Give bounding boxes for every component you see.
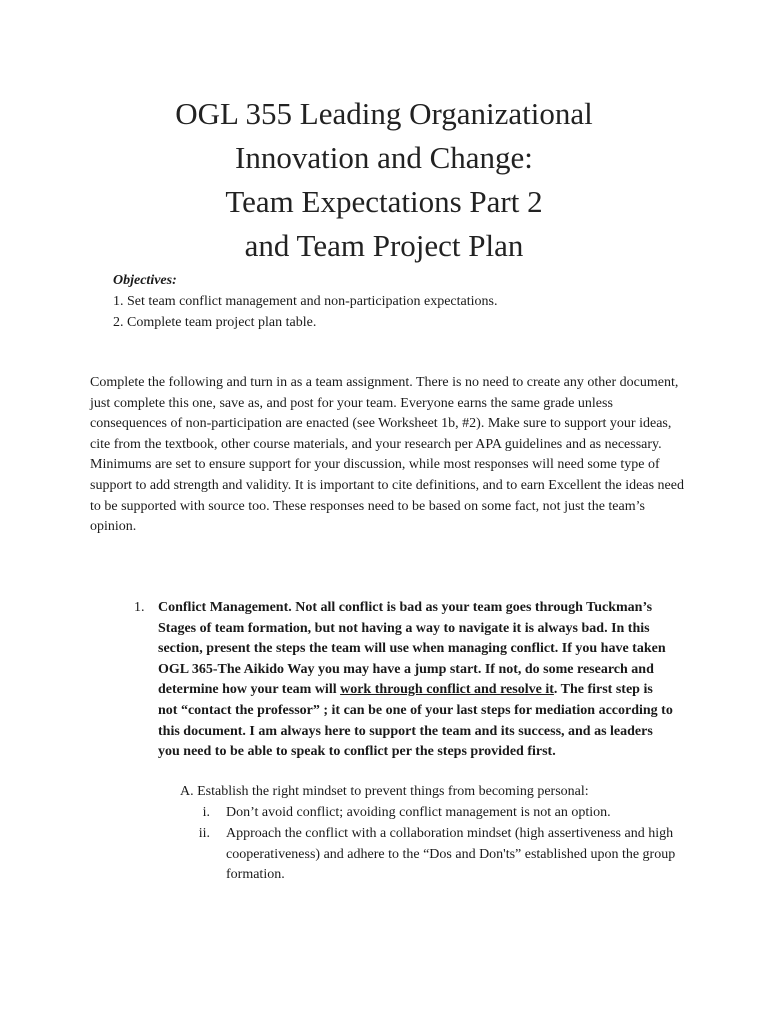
roman-numeral: ii. [198,826,210,841]
title-line-4: and Team Project Plan [244,228,524,263]
roman-numeral: i. [202,805,210,820]
section-number: 1. [134,600,145,615]
roman-item-text: Approach the conflict with a collaboration mindset (high assertiveness and high cooperativeness) and adhere to the “Dos and Don'ts” established upon the group formation. [226,826,676,883]
title-line-2: Innovation and Change: [235,140,533,175]
instructions-underlined-phrase: work through conflict and resolve it [340,682,554,698]
intro-paragraph: Complete the following and turn in as a team assignment. There is no need to create any other document, just complete this one, save as, and post for your team. Everyone earns the same grade unless consequences of non-participation are enacted (see Worksheet 1b, #2). Make sure to support your ideas, cite from the textbook, other course materials, and your research per APA guidelines and as necessary. Minimums are set to ensure support for your discussion, while most responses will need some type of support to add strength and validity. It is important to cite definitions, and to earn Excellent the ideas need to be supported with source too. These responses need to be based on some fact, not just the team’s opinion. [90,375,684,535]
section-instructions [158,598,674,763]
objectives-block [113,270,497,333]
instructions-text-end: . The first step is not “contact the professor” ; it can be one of your last steps for mediation according to this document. I am always here to support the team and its success, and as leaders you need to be able to speak to conflict per the steps provided first. [158,682,673,760]
objectives-heading: Objectives: [113,273,177,288]
sub-item-a: A. Establish the right mindset to prevent things from becoming personal: [180,784,589,799]
title-line-1: OGL 355 Leading Organizational [175,96,593,131]
objective-item: 2. Complete team project plan table. [113,315,317,330]
objective-item: 1. Set team conflict management and non-participation expectations. [113,294,498,309]
title-line-3: Team Expectations Part 2 [225,184,543,219]
instructions-text-start: Conflict Management. Not all conflict is bad as your team goes through Tuckman’s Stages of team formation, but not having a way to navigate it is always bad. In this section, present the steps the team will use when managing conflict. If you have taken OGL 365-The Aikido Way you may have a jump start. If not, do some research and determine how your team will [158,600,666,698]
document-title [0,92,768,268]
roman-item-text: Don’t avoid conflict; avoiding conflict management is not an option. [226,805,611,820]
